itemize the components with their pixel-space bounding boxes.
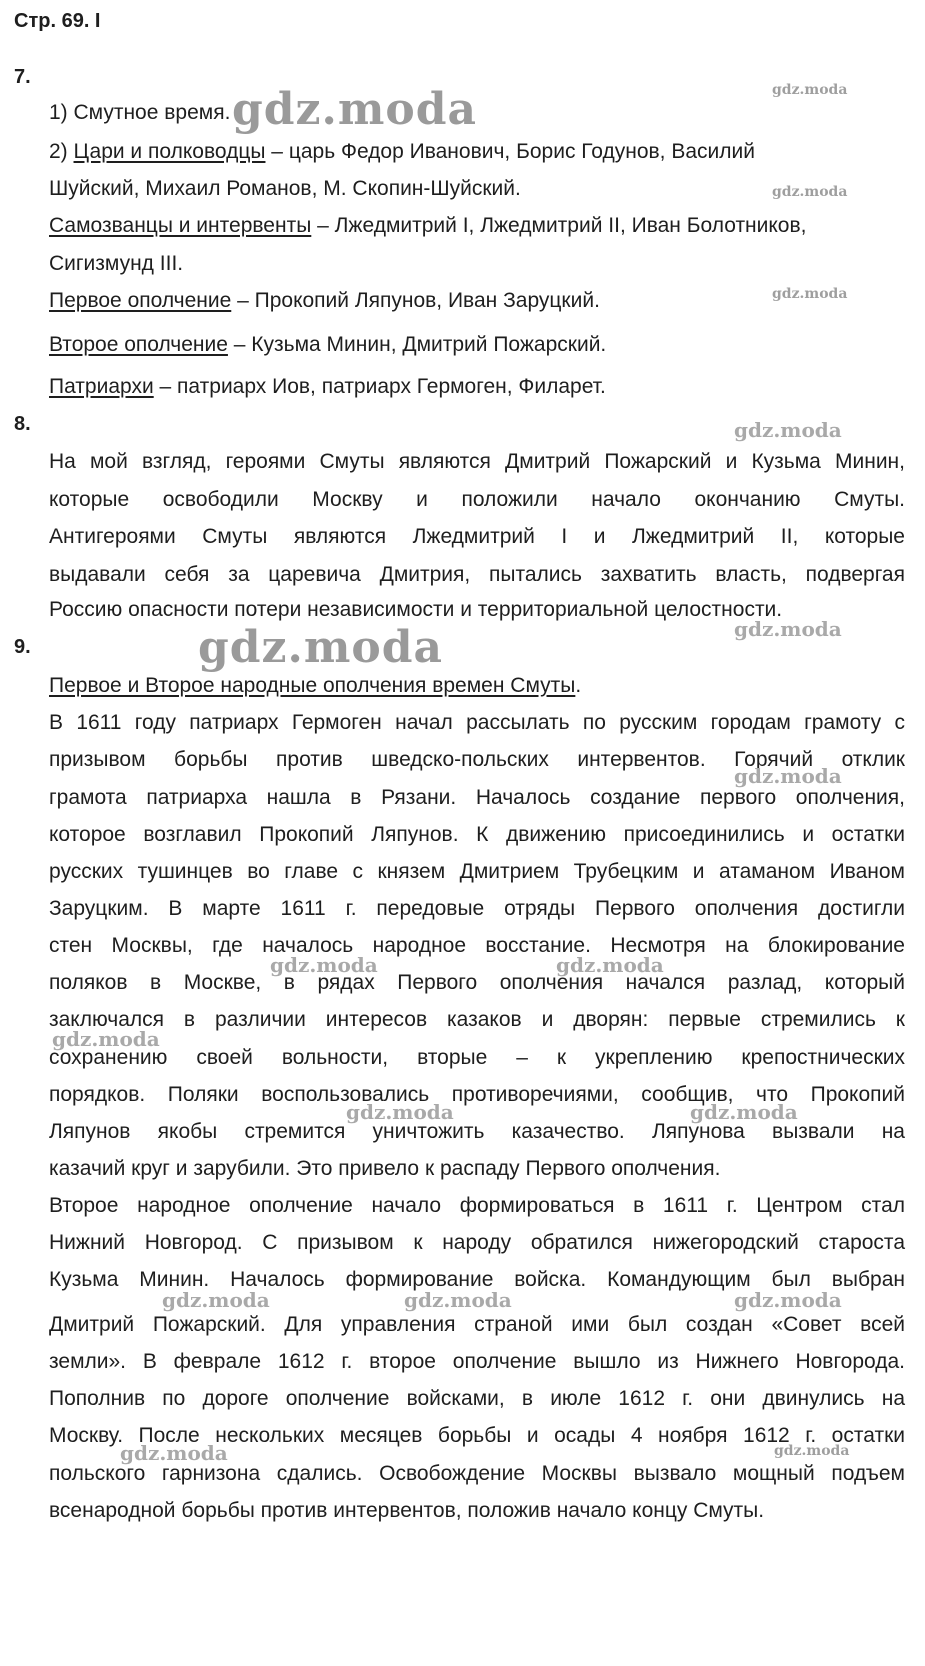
task-9-line: Ляпунов якобы стремится уничтожить казачество. Ляпунова вызвали на xyxy=(49,1120,905,1143)
task-8-line: которые освободили Москву и положили начало окончанию Смуты. xyxy=(49,488,905,511)
category-label: Второе ополчение xyxy=(49,333,228,356)
task-7-line-4 xyxy=(49,214,806,238)
list-prefix: 2) xyxy=(49,140,74,163)
watermark: gdz.moda xyxy=(346,1100,454,1124)
task-9-number: 9. xyxy=(14,636,31,658)
task-9-line: Дмитрий Пожарский. Для управления страной ими был создан «Совет всей xyxy=(49,1313,905,1336)
watermark: gdz.moda xyxy=(734,1288,842,1312)
task-9-line: стен Москвы, где началось народное восстание. Несмотря на блокирование xyxy=(49,934,905,957)
task-7-number: 7. xyxy=(14,66,31,88)
task-9-line: которое возглавил Прокопий Ляпунов. К движению присоединились и остатки xyxy=(49,823,905,846)
watermark: gdz.moda xyxy=(690,1100,798,1124)
category-text: – царь Федор Иванович, Борис Годунов, Василий xyxy=(265,140,755,163)
category-text: – Прокопий Ляпунов, Иван Заруцкий. xyxy=(231,289,600,312)
category-label: Цари и полководцы xyxy=(73,140,266,163)
category-label: Патриархи xyxy=(49,375,154,398)
watermark: gdz.moda xyxy=(162,1288,270,1312)
task-9-line: призывом борьбы против шведско-польских интервентов. Горячий отклик xyxy=(49,748,905,771)
task-8-line: Антигероями Смуты являются Лжедмитрий I и Лжедмитрий II, которые xyxy=(49,525,905,548)
task-7-line-5: Сигизмунд III. xyxy=(49,252,184,275)
task-7-line-2 xyxy=(49,140,755,164)
category-text: – Лжедмитрий I, Лжедмитрий II, Иван Болотников, xyxy=(311,214,807,237)
task-9-line: земли». В феврале 1612 г. второе ополчение вышло из Нижнего Новгорода. xyxy=(49,1350,905,1373)
watermark: gdz.moda xyxy=(772,184,848,200)
watermark: gdz.moda xyxy=(772,82,848,98)
task-9-line: заключался в различии интересов казаков и дворян: первые стремились к xyxy=(49,1008,905,1031)
task-7-line-1: 1) Смутное время. xyxy=(49,101,231,124)
watermark: gdz.moda xyxy=(52,1027,160,1051)
watermark: gdz.moda xyxy=(734,418,842,442)
task-9-line: Москву. После нескольких месяцев борьбы и осады 4 ноября 1612 г. остатки xyxy=(49,1424,905,1447)
watermark: gdz.moda xyxy=(270,953,378,977)
task-9-line: В 1611 году патриарх Гермоген начал рассылать по русским городам грамоту с xyxy=(49,711,905,734)
task-8-line: На мой взгляд, героями Смуты являются Дмитрий Пожарский и Кузьма Минин, xyxy=(49,450,905,473)
watermark: gdz.moda xyxy=(404,1288,512,1312)
task-9-line: польского гарнизона сдались. Освобождение Москвы вызвало мощный подъем xyxy=(49,1462,905,1485)
task-8-number: 8. xyxy=(14,413,31,435)
task-9-line: всенародной борьбы против интервентов, положив начало концу Смуты. xyxy=(49,1499,765,1522)
watermark: gdz.moda xyxy=(774,1443,850,1459)
task-9-line: Заруцким. В марте 1611 г. передовые отряды Первого ополчения достигли xyxy=(49,897,905,920)
task-9-line: Пополнив по дороге ополчение войсками, в июле 1612 г. они двинулись на xyxy=(49,1387,905,1410)
task-9-line: грамота патриарха нашла в Рязани. Началось создание первого ополчения, xyxy=(49,786,905,809)
task-9-line: поляков в Москве, в рядах Первого ополчения начался разлад, который xyxy=(49,971,905,994)
task-7-line-7 xyxy=(49,333,606,357)
task-7-line-8 xyxy=(49,375,606,399)
watermark: gdz.moda xyxy=(772,286,848,302)
task-9-line: Второе народное ополчение начало формироваться в 1611 г. Центром стал xyxy=(49,1194,905,1217)
category-text: – Кузьма Минин, Дмитрий Пожарский. xyxy=(227,333,607,356)
task-9-line: сохранению своей вольности, вторые – к укреплению крепостнических xyxy=(49,1046,905,1069)
watermark: gdz.moda xyxy=(198,622,444,673)
page-header: Стр. 69. I xyxy=(14,10,101,32)
category-label: Первое ополчение xyxy=(49,289,232,312)
task-8-line: Россию опасности потери независимости и территориальной целостности. xyxy=(49,598,783,621)
task-9-line: Кузьма Минин. Началось формирование войска. Командующим был выбран xyxy=(49,1268,905,1291)
watermark: gdz.moda xyxy=(734,764,842,788)
task-7-line-6 xyxy=(49,289,600,313)
essay-title: Первое и Второе народные ополчения времен Смуты xyxy=(49,674,576,697)
title-period: . xyxy=(575,674,582,697)
watermark: gdz.moda xyxy=(556,953,664,977)
watermark: gdz.moda xyxy=(232,84,478,135)
watermark: gdz.moda xyxy=(734,617,842,641)
category-label: Самозванцы и интервенты xyxy=(49,214,312,237)
task-9-line: Нижний Новгород. С призывом к народу обратился нижегородский староста xyxy=(49,1231,905,1254)
task-9-line: русских тушинцев во главе с князем Дмитрием Трубецким и атаманом Иваном xyxy=(49,860,905,883)
task-8-line: выдавали себя за царевича Дмитрия, пытались захватить власть, подвергая xyxy=(49,563,905,586)
category-text: – патриарх Иов, патриарх Гермоген, Филарет. xyxy=(153,375,606,398)
watermark: gdz.moda xyxy=(120,1441,228,1465)
task-9-title xyxy=(49,674,581,698)
task-7-line-3: Шуйский, Михаил Романов, М. Скопин-Шуйский. xyxy=(49,177,521,200)
task-9-line: порядков. Поляки воспользовались противоречиями, сообщив, что Прокопий xyxy=(49,1083,905,1106)
task-9-line: казачий круг и зарубили. Это привело к распаду Первого ополчения. xyxy=(49,1157,721,1180)
